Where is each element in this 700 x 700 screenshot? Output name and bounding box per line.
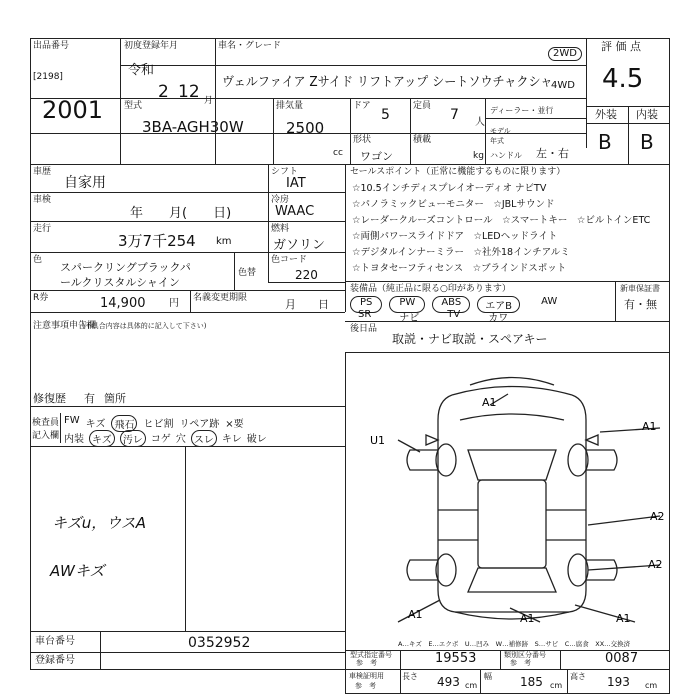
fuel-value: ガソリン [273, 238, 326, 253]
auction-sheet [30, 38, 670, 670]
doors-value: 5 [381, 107, 390, 123]
cooling-label: 冷房 [271, 195, 290, 205]
handwritten-line-2: AWキズ [50, 562, 105, 580]
row2-item: キズ [89, 430, 115, 447]
type-spec-value: 19553 [435, 651, 477, 666]
displacement-label: 排気量 [276, 101, 304, 111]
repair-label: 修復歴 [33, 392, 66, 405]
equipment-bottom-row [358, 309, 508, 324]
inspection-value: 年 月( 日) [130, 206, 232, 221]
row1-item: ×要 [225, 419, 244, 430]
capacity-value: 7 [450, 107, 459, 123]
class-label: 類別区分番号 [504, 651, 546, 659]
row1-item: リペア跡 [179, 419, 220, 430]
displacement-unit: cc [333, 148, 343, 158]
height-value: 193 [607, 675, 630, 689]
fuel-label: 燃料 [271, 224, 290, 234]
dealer-label: ディーラー・並行 [490, 106, 554, 115]
reg-year: 2 [158, 82, 169, 102]
repair-suffix: 箇所 [104, 392, 126, 405]
sales-points-list [352, 181, 650, 277]
width-label: 幅 [484, 672, 492, 681]
row2-item: 汚レ [120, 430, 146, 447]
row2-item: スレ [191, 430, 217, 447]
equip-airbag: エアB [477, 296, 520, 313]
shape-value: ワゴン [360, 150, 393, 163]
doors-label: ドア [353, 101, 371, 111]
cert-sub: 参 考 [355, 682, 376, 690]
equip-sr: SR [358, 309, 372, 320]
mileage-label: 走行 [33, 224, 52, 234]
row1-prefix: FW [64, 415, 80, 426]
sales-point-line: ☆レーダークルーズコントロール ☆スマートキー ☆ビルトインETC [352, 215, 651, 226]
color-value-2: ールクリスタルシャイン [60, 276, 180, 289]
chassis-value: 0352952 [188, 635, 251, 651]
car-damage-diagram [360, 360, 665, 628]
row1-item: 飛石 [111, 415, 137, 432]
damage-mark: A2 [648, 558, 663, 571]
drive-2wd: 2WD [548, 47, 582, 61]
sales-point-line: ☆デジタルインナーミラー ☆社外18インチアルミ [352, 247, 570, 258]
equip-pw: PW [389, 296, 425, 313]
handle-label: ハンドル [490, 151, 522, 160]
height-unit: cm [645, 681, 658, 690]
lot-number: 2001 [42, 96, 104, 124]
mileage-value: 3万7千254 [118, 232, 196, 250]
inspector-row-2 [64, 430, 267, 447]
repair-value: 有 [84, 392, 95, 405]
type-value: 3BA-AGH30W [142, 118, 244, 136]
equip-tv: TV [447, 309, 461, 320]
equipment-label: 装備品（純正品に限る○印があります） [350, 284, 511, 294]
score-value: 4.5 [602, 64, 644, 94]
length-label: 長さ [402, 672, 418, 681]
reg-month: 12 [178, 82, 200, 102]
equip-navi: ナビ [399, 313, 420, 324]
row1-item: ヒビ割 [143, 419, 174, 430]
recycle-label: R券 [33, 293, 49, 303]
class-sub: 参 考 [510, 659, 531, 667]
shift-label: シフト [271, 167, 299, 177]
color-value-1: スパークリングブラックパ [60, 261, 191, 274]
model-year-label: モデル年式 [490, 127, 511, 145]
equip-abs: ABS [432, 296, 470, 313]
recycle-unit: 円 [169, 298, 179, 309]
notes-label: 注意事項申告欄 [33, 321, 97, 331]
capacity-label: 定員 [413, 101, 432, 111]
chassis-label: 車台番号 [35, 636, 75, 647]
recycle-value: 14,900 [100, 296, 146, 311]
type-spec-sub: 参 考 [356, 659, 377, 667]
sales-point-line: ☆パノラミックビューモニター ☆JBLサウンド [352, 199, 555, 210]
history-value: 自家用 [64, 175, 106, 191]
drive-4wd: 4WD [551, 80, 575, 91]
equip-aw: AW [541, 296, 558, 307]
handle-value: 左・右 [536, 147, 569, 160]
damage-mark: A1 [520, 612, 535, 625]
damage-mark: A1 [642, 420, 657, 433]
handwritten-line-1: キズu，ウスA [52, 514, 147, 532]
model-name: ヴェルファイア Zサイド リフトアップ シートソウチャクシャ [222, 75, 553, 90]
color-code-value: 220 [295, 268, 318, 282]
diagram-legend: A…キズ E…エクボ U…凹み W…補修跡 S…サビ C…腐食 XX…交換済 [398, 640, 631, 648]
load-label: 積載 [413, 135, 432, 145]
capacity-unit: 人 [475, 117, 485, 128]
row2-prefix: 内装 [64, 434, 84, 445]
vin-label: 登録番号 [35, 655, 75, 666]
era: 令和 [128, 63, 155, 78]
damage-mark: A2 [650, 510, 665, 523]
exterior-label: 外装 [595, 108, 617, 121]
row2-item: 穴 [175, 434, 186, 445]
row2-item: コゲ [150, 434, 171, 445]
type-spec-label: 型式指定番号 [350, 651, 392, 659]
new-car-label: 新車保証書 [620, 284, 660, 293]
cert-label: 車検証明用 [349, 672, 384, 680]
class-value: 0087 [605, 651, 639, 666]
exterior-value: B [598, 130, 612, 154]
title-value: 月 日 [285, 298, 329, 311]
sales-points-label: セールスポイント（正常に機能するものに限ります） [350, 167, 566, 177]
inspector-label-2: 記入欄 [32, 431, 60, 441]
length-value: 493 [437, 675, 460, 689]
color-change-label: 色替 [238, 268, 257, 278]
row1-item: キズ [85, 419, 106, 430]
type-label: 型式 [124, 101, 143, 111]
sales-point-line: ☆トヨタセーフティセンス ☆ブラインドスポット [352, 263, 567, 274]
title-label: 名義変更期限 [193, 293, 248, 303]
length-unit: cm [465, 681, 478, 690]
notes-sub: (不具合内容は具体的に記入して下さい) [82, 322, 207, 330]
equip-ps: PS [350, 296, 382, 313]
month-suffix: 月 [204, 96, 214, 106]
cooling-value: WAAC [275, 204, 315, 219]
lot-code: [2198] [33, 72, 63, 82]
shift-value: IAT [286, 176, 306, 191]
model-label: 車名・グレード [218, 41, 282, 51]
interior-label: 内装 [636, 108, 658, 121]
shape-label: 形状 [353, 135, 372, 145]
color-code-label: 色コード [271, 255, 308, 265]
row2-item: キレ [221, 434, 242, 445]
first-reg-label: 初度登録年月 [124, 41, 179, 51]
inspection-label: 車検 [33, 195, 52, 205]
sales-point-line: ☆10.5インチディスプレイオーディオ ナビTV [352, 183, 547, 194]
width-unit: cm [550, 681, 563, 690]
damage-mark: U1 [370, 434, 386, 447]
width-value: 185 [520, 675, 543, 689]
equip-leather: カワ [488, 313, 509, 324]
height-label: 高さ [570, 672, 586, 681]
post-install-value: 取説・ナビ取説・スペアキー [392, 332, 548, 346]
damage-mark: A1 [408, 608, 423, 621]
row2-item: 破レ [246, 434, 267, 445]
sales-point-line: ☆両側パワースライドドア ☆LEDヘッドライト [352, 231, 558, 242]
dimension-row [345, 670, 670, 694]
load-unit: kg [473, 151, 484, 161]
damage-mark: A1 [482, 396, 497, 409]
color-label: 色 [33, 255, 43, 265]
post-install-label: 後日品 [350, 324, 378, 334]
score-label: 評 価 点 [601, 40, 641, 53]
warranty-value: 有・無 [624, 298, 657, 311]
history-label: 車歴 [33, 167, 52, 177]
lot-label: 出品番号 [33, 41, 70, 51]
displacement-value: 2500 [286, 119, 325, 137]
interior-value: B [640, 130, 654, 154]
damage-mark: A1 [616, 612, 631, 625]
mileage-unit: km [216, 236, 232, 247]
inspector-label-1: 検査員 [32, 418, 60, 428]
